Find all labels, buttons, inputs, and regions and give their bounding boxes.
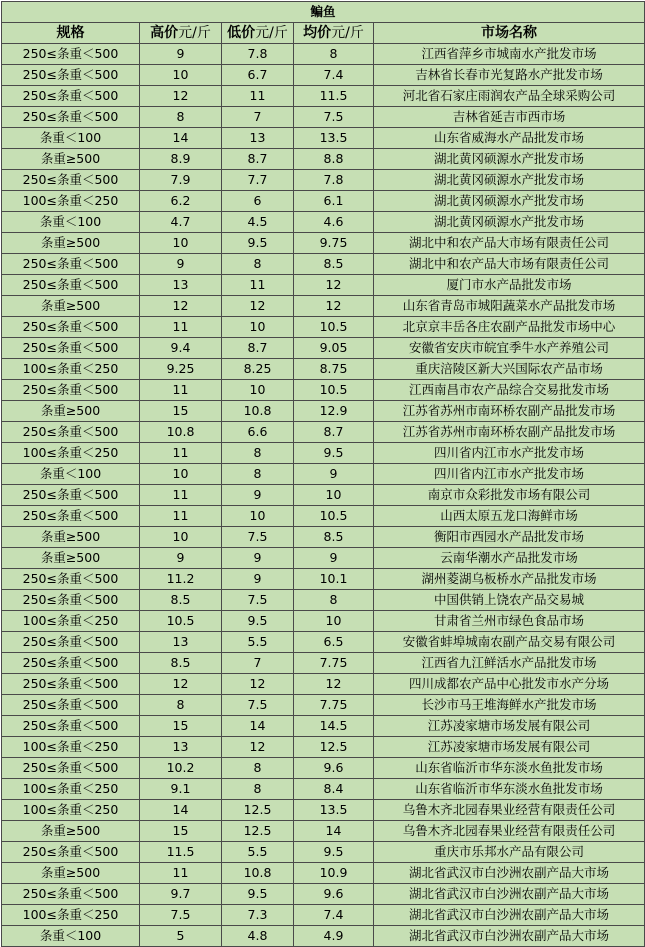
cell-spec: 100≤条重＜250: [2, 905, 140, 926]
cell-market: 湖北黄冈硕源水产批发市场: [374, 149, 645, 170]
cell-high-price: 11: [140, 485, 222, 506]
table-row: [2, 758, 645, 779]
cell-high-price: 9: [140, 548, 222, 569]
cell-low-price: 4.5: [222, 212, 294, 233]
cell-avg-price: 12.9: [294, 401, 374, 422]
cell-spec: 100≤条重＜250: [2, 800, 140, 821]
table-row: [2, 548, 645, 569]
table-row: [2, 842, 645, 863]
cell-spec: 250≤条重＜500: [2, 86, 140, 107]
cell-low-price: 12: [222, 296, 294, 317]
table-row: [2, 632, 645, 653]
cell-avg-price: 12.5: [294, 737, 374, 758]
table-row: [2, 65, 645, 86]
cell-spec: 250≤条重＜500: [2, 275, 140, 296]
cell-spec: 100≤条重＜250: [2, 779, 140, 800]
cell-avg-price: 10.5: [294, 506, 374, 527]
cell-spec: 250≤条重＜500: [2, 380, 140, 401]
table-row: [2, 422, 645, 443]
cell-high-price: 10: [140, 464, 222, 485]
cell-avg-price: 8.7: [294, 422, 374, 443]
cell-market: 河北省石家庄雨润农产品全球采购公司: [374, 86, 645, 107]
cell-low-price: 7: [222, 107, 294, 128]
cell-low-price: 11: [222, 86, 294, 107]
cell-spec: 250≤条重＜500: [2, 422, 140, 443]
cell-spec: 条重≥500: [2, 527, 140, 548]
table-row: [2, 905, 645, 926]
cell-market: 山西太原五龙口海鲜市场: [374, 506, 645, 527]
cell-high-price: 12: [140, 86, 222, 107]
cell-high-price: 11: [140, 506, 222, 527]
table-row: [2, 443, 645, 464]
cell-high-price: 13: [140, 275, 222, 296]
cell-spec: 100≤条重＜250: [2, 443, 140, 464]
cell-low-price: 9: [222, 485, 294, 506]
header-high-label: 高价: [150, 25, 179, 41]
table-row: [2, 212, 645, 233]
cell-market: 乌鲁木齐北园春果业经营有限责任公司: [374, 821, 645, 842]
cell-avg-price: 10.1: [294, 569, 374, 590]
cell-spec: 250≤条重＜500: [2, 758, 140, 779]
cell-low-price: 10.8: [222, 401, 294, 422]
table-row: [2, 674, 645, 695]
header-market: [374, 23, 645, 44]
cell-spec: 250≤条重＜500: [2, 254, 140, 275]
cell-spec: 100≤条重＜250: [2, 737, 140, 758]
cell-high-price: 9.25: [140, 359, 222, 380]
cell-high-price: 12: [140, 674, 222, 695]
header-low-label: 低价: [227, 25, 256, 41]
cell-market: 江苏省苏州市南环桥农副产品批发市场: [374, 422, 645, 443]
cell-spec: 条重≥500: [2, 821, 140, 842]
table-body: [2, 44, 645, 947]
cell-market: 江西南昌市农产品综合交易批发市场: [374, 380, 645, 401]
cell-spec: 条重≥500: [2, 233, 140, 254]
cell-avg-price: 9.05: [294, 338, 374, 359]
cell-high-price: 10.2: [140, 758, 222, 779]
cell-low-price: 12: [222, 674, 294, 695]
cell-high-price: 8.5: [140, 653, 222, 674]
table-title-row: [2, 2, 645, 23]
table-row: [2, 926, 645, 947]
cell-high-price: 6.2: [140, 191, 222, 212]
cell-low-price: 5.5: [222, 842, 294, 863]
table-row: [2, 485, 645, 506]
cell-spec: 条重≥500: [2, 401, 140, 422]
cell-spec: 250≤条重＜500: [2, 695, 140, 716]
cell-spec: 条重≥500: [2, 863, 140, 884]
cell-market: 长沙市马王堆海鲜水产批发市场: [374, 695, 645, 716]
cell-avg-price: 13.5: [294, 128, 374, 149]
table-row: [2, 800, 645, 821]
cell-avg-price: 11.5: [294, 86, 374, 107]
cell-high-price: 14: [140, 128, 222, 149]
cell-market: 安徽省蚌埠城南农副产品交易有限公司: [374, 632, 645, 653]
cell-low-price: 8: [222, 758, 294, 779]
cell-high-price: 8: [140, 695, 222, 716]
cell-market: 吉林省延吉市西市场: [374, 107, 645, 128]
header-high-price: [140, 23, 222, 44]
cell-low-price: 10.8: [222, 863, 294, 884]
cell-high-price: 11: [140, 317, 222, 338]
cell-spec: 条重＜100: [2, 128, 140, 149]
cell-high-price: 8: [140, 107, 222, 128]
cell-market: 湖北省武汉市白沙洲农副产品大市场: [374, 884, 645, 905]
cell-avg-price: 8: [294, 44, 374, 65]
cell-spec: 条重＜100: [2, 926, 140, 947]
cell-avg-price: 9: [294, 464, 374, 485]
cell-avg-price: 7.4: [294, 905, 374, 926]
cell-spec: 250≤条重＜500: [2, 170, 140, 191]
header-low-price: [222, 23, 294, 44]
cell-low-price: 10: [222, 317, 294, 338]
cell-avg-price: 8.5: [294, 254, 374, 275]
cell-market: 四川省内江市水产批发市场: [374, 443, 645, 464]
cell-low-price: 10: [222, 506, 294, 527]
cell-high-price: 11.5: [140, 842, 222, 863]
cell-spec: 250≤条重＜500: [2, 653, 140, 674]
cell-market: 厦门市水产品批发市场: [374, 275, 645, 296]
table-row: [2, 611, 645, 632]
table-row: [2, 464, 645, 485]
cell-avg-price: 7.75: [294, 695, 374, 716]
header-high-unit: 元/斤: [178, 25, 211, 41]
cell-market: 北京京丰岳各庄农副产品批发市场中心: [374, 317, 645, 338]
cell-low-price: 12: [222, 737, 294, 758]
cell-avg-price: 4.9: [294, 926, 374, 947]
table-row: [2, 380, 645, 401]
cell-high-price: 11: [140, 443, 222, 464]
cell-high-price: 11: [140, 863, 222, 884]
table-row: [2, 170, 645, 191]
table-header-row: [2, 23, 645, 44]
cell-market: 湖北中和农产品大市场有限责任公司: [374, 233, 645, 254]
cell-avg-price: 8.75: [294, 359, 374, 380]
cell-avg-price: 8: [294, 590, 374, 611]
cell-avg-price: 14.5: [294, 716, 374, 737]
cell-market: 湖北黄冈硕源水产批发市场: [374, 170, 645, 191]
cell-spec: 250≤条重＜500: [2, 485, 140, 506]
cell-high-price: 15: [140, 716, 222, 737]
cell-spec: 100≤条重＜250: [2, 191, 140, 212]
cell-low-price: 7: [222, 653, 294, 674]
cell-avg-price: 7.5: [294, 107, 374, 128]
cell-low-price: 8: [222, 779, 294, 800]
cell-low-price: 8: [222, 254, 294, 275]
cell-market: 江苏省苏州市南环桥农副产品批发市场: [374, 401, 645, 422]
cell-spec: 100≤条重＜250: [2, 611, 140, 632]
cell-low-price: 8.7: [222, 149, 294, 170]
cell-avg-price: 7.8: [294, 170, 374, 191]
cell-market: 甘肃省兰州市绿色食品市场: [374, 611, 645, 632]
cell-market: 山东省临沂市华东淡水鱼批发市场: [374, 779, 645, 800]
cell-market: 山东省青岛市城阳蔬菜水产品批发市场: [374, 296, 645, 317]
cell-low-price: 14: [222, 716, 294, 737]
cell-market: 江西省萍乡市城南水产批发市场: [374, 44, 645, 65]
cell-high-price: 9.4: [140, 338, 222, 359]
cell-low-price: 4.8: [222, 926, 294, 947]
cell-spec: 250≤条重＜500: [2, 716, 140, 737]
cell-market: 江苏凌家塘市场发展有限公司: [374, 716, 645, 737]
header-avg-label: 均价: [303, 25, 332, 41]
cell-market: 四川省内江市水产批发市场: [374, 464, 645, 485]
table-row: [2, 233, 645, 254]
cell-low-price: 9: [222, 569, 294, 590]
cell-high-price: 10.8: [140, 422, 222, 443]
cell-spec: 条重≥500: [2, 296, 140, 317]
cell-low-price: 12.5: [222, 821, 294, 842]
cell-avg-price: 4.6: [294, 212, 374, 233]
cell-market: 湖北黄冈硕源水产批发市场: [374, 191, 645, 212]
cell-avg-price: 8.4: [294, 779, 374, 800]
table-row: [2, 86, 645, 107]
table-row: [2, 695, 645, 716]
header-low-unit: 元/斤: [255, 25, 288, 41]
cell-high-price: 14: [140, 800, 222, 821]
cell-high-price: 15: [140, 401, 222, 422]
table-row: [2, 44, 645, 65]
cell-spec: 条重≥500: [2, 548, 140, 569]
cell-high-price: 8.9: [140, 149, 222, 170]
cell-market: 山东省临沂市华东淡水鱼批发市场: [374, 758, 645, 779]
cell-spec: 条重＜100: [2, 464, 140, 485]
cell-high-price: 10: [140, 65, 222, 86]
cell-low-price: 6: [222, 191, 294, 212]
table-row: [2, 107, 645, 128]
cell-spec: 250≤条重＜500: [2, 317, 140, 338]
cell-spec: 250≤条重＜500: [2, 65, 140, 86]
cell-low-price: 8.7: [222, 338, 294, 359]
cell-avg-price: 8.5: [294, 527, 374, 548]
cell-low-price: 6.7: [222, 65, 294, 86]
cell-spec: 250≤条重＜500: [2, 632, 140, 653]
cell-market: 湖北黄冈硕源水产批发市场: [374, 212, 645, 233]
table-row: [2, 527, 645, 548]
cell-low-price: 6.6: [222, 422, 294, 443]
price-table: [1, 1, 645, 947]
cell-market: 乌鲁木齐北园春果业经营有限责任公司: [374, 800, 645, 821]
cell-high-price: 10: [140, 527, 222, 548]
cell-market: 湖北省武汉市白沙洲农副产品大市场: [374, 863, 645, 884]
cell-market: 云南华潮水产品批发市场: [374, 548, 645, 569]
header-spec: [2, 23, 140, 44]
cell-spec: 250≤条重＜500: [2, 674, 140, 695]
table-row: [2, 338, 645, 359]
header-avg-price: [294, 23, 374, 44]
cell-high-price: 7.9: [140, 170, 222, 191]
cell-low-price: 7.5: [222, 695, 294, 716]
table-row: [2, 590, 645, 611]
table-row: [2, 506, 645, 527]
cell-spec: 条重＜100: [2, 212, 140, 233]
cell-spec: 250≤条重＜500: [2, 338, 140, 359]
cell-high-price: 11: [140, 380, 222, 401]
cell-spec: 250≤条重＜500: [2, 569, 140, 590]
cell-market: 南京市众彩批发市场有限公司: [374, 485, 645, 506]
cell-avg-price: 12: [294, 275, 374, 296]
cell-spec: 250≤条重＜500: [2, 107, 140, 128]
cell-market: 四川成都农产品中心批发市水产分场: [374, 674, 645, 695]
cell-avg-price: 12: [294, 296, 374, 317]
table-row: [2, 191, 645, 212]
cell-avg-price: 9.5: [294, 443, 374, 464]
cell-low-price: 8.25: [222, 359, 294, 380]
table-title: 鳊鱼: [2, 2, 645, 23]
cell-low-price: 7.5: [222, 590, 294, 611]
cell-high-price: 9.1: [140, 779, 222, 800]
table-row: [2, 737, 645, 758]
cell-avg-price: 9.6: [294, 884, 374, 905]
table-row: [2, 128, 645, 149]
cell-market: 湖北中和农产品大市场有限责任公司: [374, 254, 645, 275]
table-row: [2, 779, 645, 800]
cell-avg-price: 9.5: [294, 842, 374, 863]
table-row: [2, 296, 645, 317]
table-row: [2, 401, 645, 422]
cell-low-price: 9.5: [222, 884, 294, 905]
cell-spec: 250≤条重＜500: [2, 884, 140, 905]
cell-spec: 250≤条重＜500: [2, 590, 140, 611]
cell-low-price: 11: [222, 275, 294, 296]
cell-spec: 250≤条重＜500: [2, 44, 140, 65]
cell-spec: 250≤条重＜500: [2, 506, 140, 527]
table-row: [2, 359, 645, 380]
table-row: [2, 149, 645, 170]
cell-low-price: 9.5: [222, 233, 294, 254]
table-row: [2, 317, 645, 338]
cell-avg-price: 9.6: [294, 758, 374, 779]
cell-high-price: 13: [140, 737, 222, 758]
table-row: [2, 653, 645, 674]
table-row: [2, 863, 645, 884]
cell-avg-price: 7.75: [294, 653, 374, 674]
header-spec-label: 规格: [56, 25, 85, 41]
cell-high-price: 7.5: [140, 905, 222, 926]
table-row: [2, 275, 645, 296]
cell-high-price: 13: [140, 632, 222, 653]
table-row: [2, 821, 645, 842]
cell-high-price: 5: [140, 926, 222, 947]
table-row: [2, 716, 645, 737]
cell-high-price: 10: [140, 233, 222, 254]
cell-market: 湖北省武汉市白沙洲农副产品大市场: [374, 926, 645, 947]
cell-avg-price: 7.4: [294, 65, 374, 86]
cell-low-price: 9: [222, 548, 294, 569]
cell-avg-price: 10.5: [294, 317, 374, 338]
cell-market: 吉林省长春市光复路水产批发市场: [374, 65, 645, 86]
table-row: [2, 884, 645, 905]
cell-avg-price: 9: [294, 548, 374, 569]
cell-avg-price: 13.5: [294, 800, 374, 821]
table-row: [2, 254, 645, 275]
cell-market: 衡阳市西园水产品批发市场: [374, 527, 645, 548]
cell-high-price: 15: [140, 821, 222, 842]
cell-low-price: 7.5: [222, 527, 294, 548]
cell-market: 重庆市乐邦水产品有限公司: [374, 842, 645, 863]
cell-market: 江苏凌家塘市场发展有限公司: [374, 737, 645, 758]
cell-avg-price: 10.5: [294, 380, 374, 401]
cell-market: 山东省威海水产品批发市场: [374, 128, 645, 149]
cell-spec: 250≤条重＜500: [2, 842, 140, 863]
cell-market: 中国供销上饶农产品交易城: [374, 590, 645, 611]
cell-market: 湖州菱湖乌板桥水产品批发市场: [374, 569, 645, 590]
cell-market: 湖北省武汉市白沙洲农副产品大市场: [374, 905, 645, 926]
cell-avg-price: 10.9: [294, 863, 374, 884]
cell-high-price: 11.2: [140, 569, 222, 590]
cell-avg-price: 14: [294, 821, 374, 842]
cell-high-price: 9: [140, 44, 222, 65]
cell-high-price: 8.5: [140, 590, 222, 611]
cell-avg-price: 8.8: [294, 149, 374, 170]
cell-low-price: 13: [222, 128, 294, 149]
cell-low-price: 7.8: [222, 44, 294, 65]
cell-market: 重庆涪陵区新大兴国际农产品市场: [374, 359, 645, 380]
cell-low-price: 10: [222, 380, 294, 401]
header-market-label: 市场名称: [481, 25, 537, 41]
table-row: [2, 569, 645, 590]
cell-low-price: 8: [222, 464, 294, 485]
cell-high-price: 4.7: [140, 212, 222, 233]
cell-high-price: 12: [140, 296, 222, 317]
cell-high-price: 9: [140, 254, 222, 275]
cell-low-price: 5.5: [222, 632, 294, 653]
cell-market: 安徽省安庆市皖宜季牛水产养殖公司: [374, 338, 645, 359]
cell-avg-price: 10: [294, 611, 374, 632]
cell-spec: 条重≥500: [2, 149, 140, 170]
cell-avg-price: 6.5: [294, 632, 374, 653]
cell-low-price: 8: [222, 443, 294, 464]
cell-high-price: 10.5: [140, 611, 222, 632]
cell-avg-price: 10: [294, 485, 374, 506]
cell-high-price: 9.7: [140, 884, 222, 905]
cell-low-price: 7.3: [222, 905, 294, 926]
cell-avg-price: 9.75: [294, 233, 374, 254]
cell-avg-price: 6.1: [294, 191, 374, 212]
cell-low-price: 9.5: [222, 611, 294, 632]
cell-low-price: 7.7: [222, 170, 294, 191]
cell-spec: 100≤条重＜250: [2, 359, 140, 380]
cell-low-price: 12.5: [222, 800, 294, 821]
cell-market: 江西省九江鲜活水产品批发市场: [374, 653, 645, 674]
cell-avg-price: 12: [294, 674, 374, 695]
header-avg-unit: 元/斤: [331, 25, 364, 41]
